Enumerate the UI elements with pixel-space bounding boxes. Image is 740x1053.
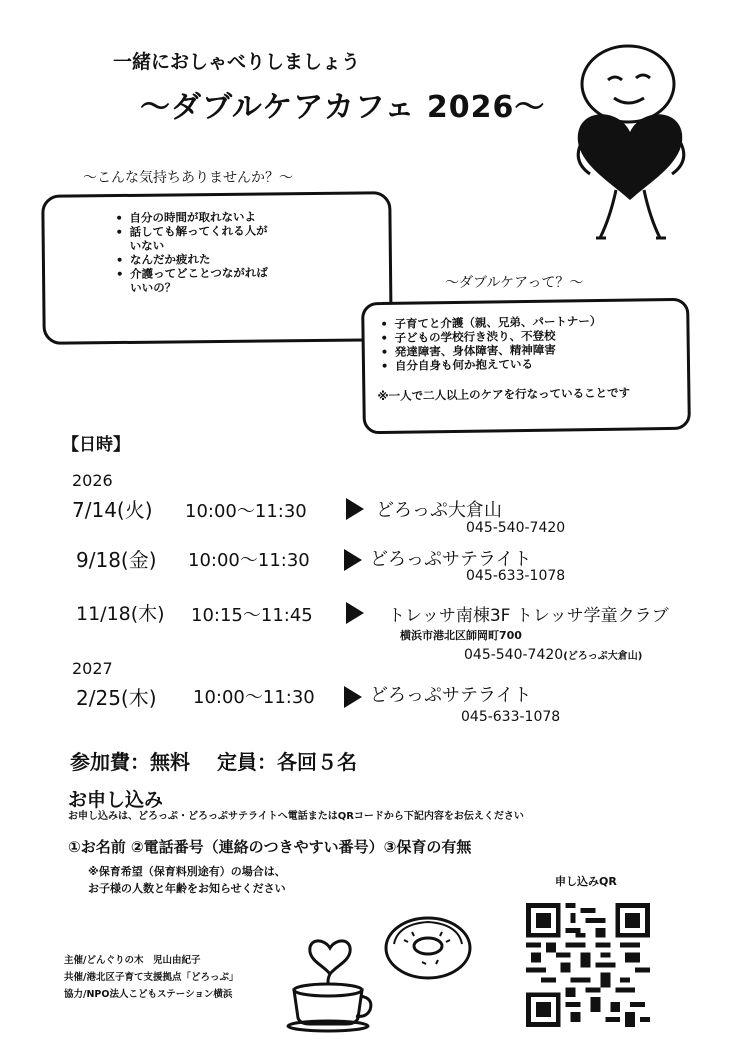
- apply-text: お申し込みは、どろっぷ・どろっぷサテライトへ電話またはQRコードから下記内容をお伝えください: [68, 811, 524, 822]
- qr-label: 申し込みQR: [555, 875, 617, 888]
- page-title: ～ダブルケアカフェ 2026～: [140, 90, 546, 125]
- event-date: 11/18(木): [76, 603, 165, 625]
- double-care-note: ※一人で二人以上のケアを行なっていることです: [377, 385, 631, 404]
- arrow-right-icon: [344, 549, 362, 571]
- coffee-cup-icon: [280, 908, 380, 1033]
- event-address: 横浜市港北区師岡町700: [400, 629, 522, 642]
- event-phone: 045-540-7420: [466, 520, 566, 536]
- event-phone: 045-633-1078: [466, 568, 566, 584]
- list-item: • 自分の時間が取れないよ: [129, 209, 329, 225]
- apply-items: ①お名前 ②電話番号（連絡のつきやすい番号）③保育の有無: [68, 838, 472, 856]
- double-care-box: [361, 298, 691, 435]
- double-care-list: [394, 313, 685, 373]
- event-place: どろっぷサテライト: [370, 685, 532, 706]
- event-date: 2/25(木): [76, 686, 157, 710]
- childcare-note: ※保育希望（保育料別途有）の場合は、: [88, 865, 286, 878]
- childcare-note: お子様の人数と年齢をお知らせください: [88, 882, 286, 895]
- organizer-host: 主催/どんぐりの木 児山由紀子: [64, 955, 201, 966]
- donut-icon: [382, 910, 474, 982]
- event-place: どろっぷサテライト: [370, 549, 532, 570]
- organizer-cohost: 共催/港北区子育て支援拠点「どろっぷ」: [64, 972, 239, 983]
- organizer-support: 協力/NPO法人こどもステーション横浜: [64, 989, 233, 1000]
- phone-number: 045-540-7420: [464, 647, 564, 663]
- double-care-heading: ～ダブルケアって？～: [445, 275, 584, 291]
- event-place: どろっぷ大倉山: [376, 500, 502, 521]
- arrow-right-icon: [344, 686, 362, 708]
- event-place: トレッサ南棟3F トレッサ学童クラブ: [388, 606, 669, 626]
- arrow-right-icon: [346, 602, 364, 624]
- event-time: 10:00〜11:30: [188, 550, 310, 571]
- year-label: 2027: [72, 659, 113, 678]
- schedule-heading: 【日時】: [62, 435, 130, 455]
- event-phone: 045-633-1078: [461, 709, 561, 725]
- event-time: 10:00〜11:30: [185, 501, 307, 522]
- event-phone: [464, 647, 642, 663]
- fee-capacity: 参加費：無料 定員：各回５名: [70, 750, 357, 774]
- qr-code-icon[interactable]: [526, 903, 650, 1027]
- event-time: 10:15〜11:45: [191, 605, 313, 626]
- list-item: • 子どもの学校行き渋り、不登校: [394, 327, 684, 345]
- smiling-heart-character-icon: [560, 42, 700, 247]
- apply-heading: お申し込み: [68, 789, 164, 811]
- event-date: 9/18(金): [76, 548, 157, 572]
- year-label: 2026: [72, 471, 113, 490]
- list-item: • 話しても解ってくれる人が いない: [130, 223, 330, 253]
- feelings-heading: ～こんな気持ちありませんか？～: [83, 170, 293, 186]
- feelings-list: [129, 209, 330, 295]
- feelings-box: [41, 191, 393, 345]
- subtitle: 一緒におしゃべりしましょう: [113, 51, 361, 73]
- event-time: 10:00〜11:30: [193, 687, 315, 708]
- event-date: 7/14(火): [72, 498, 153, 522]
- list-item: • 介護ってどことつながれば いいの？: [130, 265, 330, 295]
- list-item: • 自分自身も何か抱えている: [395, 355, 685, 373]
- list-item: • なんだか疲れた: [130, 251, 330, 267]
- list-item: • 発達障害、身体障害、精神障害: [395, 341, 685, 359]
- list-item: • 子育てと介護（親、兄弟、パートナー）: [394, 313, 684, 331]
- arrow-right-icon: [346, 498, 364, 520]
- phone-note: (どろっぷ大倉山): [563, 651, 643, 662]
